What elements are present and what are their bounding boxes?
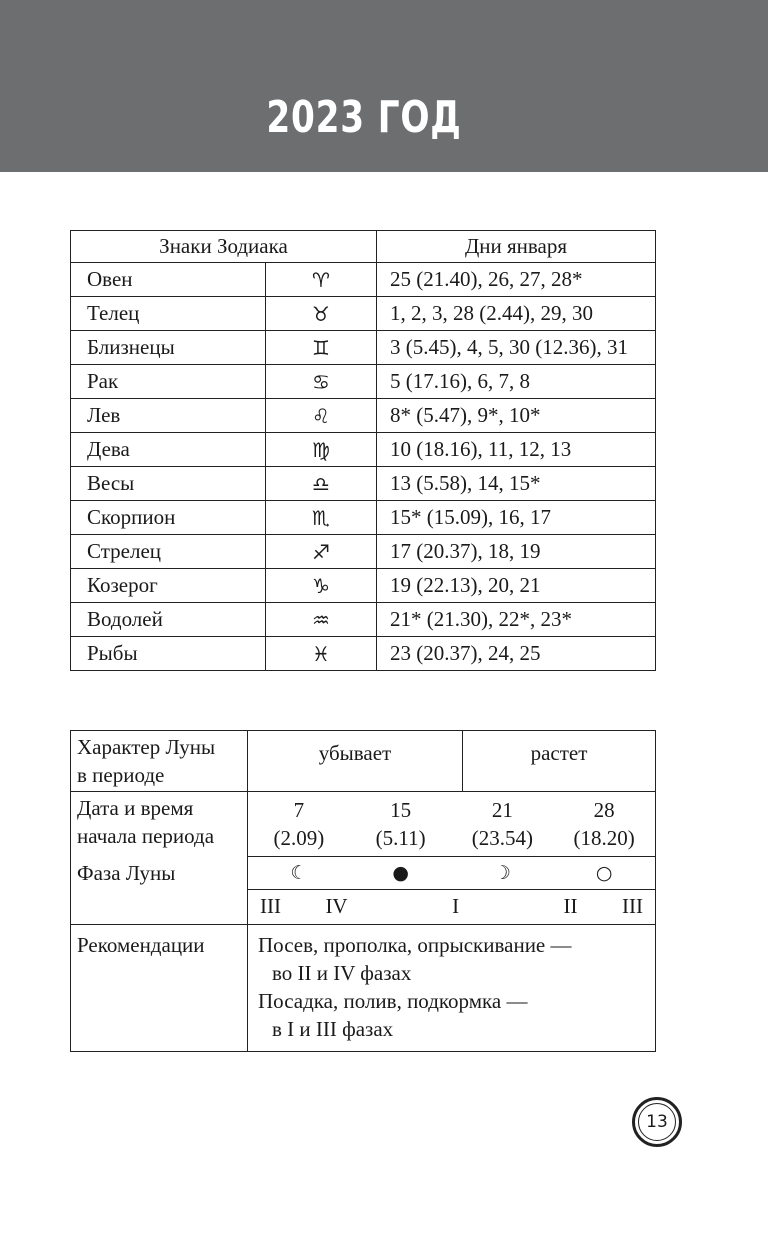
moon-date-label <box>71 792 248 857</box>
moon-dates-cell <box>248 792 656 857</box>
zodiac-row <box>71 467 656 501</box>
zodiac-days: 21* (21.30), 22*, 23* <box>377 603 656 637</box>
signs-header: Знаки Зодиака <box>71 231 377 263</box>
days-header: Дни января <box>377 231 656 263</box>
zodiac-sign-name: Весы <box>71 467 266 501</box>
zodiac-days: 1, 2, 3, 28 (2.44), 29, 30 <box>377 297 656 331</box>
moon-phase-row <box>71 856 656 889</box>
moon-waxing-crescent-icon: ☽ <box>493 861 511 884</box>
page-header <box>0 0 768 172</box>
page-title: 2023 ГОД <box>266 92 462 143</box>
quarter-label: III <box>621 894 643 918</box>
zodiac-sign-name: Близнецы <box>71 331 266 365</box>
zodiac-sign-icon: ♌︎ <box>266 399 377 433</box>
zodiac-row <box>71 603 656 637</box>
moon-date-label-line1: Дата и время <box>77 796 194 820</box>
moon-character-row <box>71 731 656 792</box>
zodiac-row <box>71 637 656 671</box>
zodiac-days: 23 (20.37), 24, 25 <box>377 637 656 671</box>
zodiac-sign-name: Лев <box>71 399 266 433</box>
recommendation-line: в I и III фазах <box>272 1016 394 1041</box>
zodiac-sign-name: Стрелец <box>71 535 266 569</box>
period-day: 21 <box>491 798 513 822</box>
period-time: (23.54) <box>471 826 533 850</box>
moon-phase-icons-cell <box>248 856 656 889</box>
zodiac-sign-name: Водолей <box>71 603 266 637</box>
zodiac-sign-name: Рак <box>71 365 266 399</box>
moon-date-label-line2: начала периода <box>77 824 215 848</box>
quarter-label: II <box>563 894 578 918</box>
zodiac-row <box>71 365 656 399</box>
zodiac-row <box>71 535 656 569</box>
moon-waning-crescent-icon: ☾ <box>290 861 308 884</box>
zodiac-row <box>71 501 656 535</box>
zodiac-table-header <box>71 231 656 263</box>
zodiac-sign-icon: ♐︎ <box>266 535 377 569</box>
zodiac-sign-icon: ♏︎ <box>266 501 377 535</box>
moon-period-days <box>248 796 655 824</box>
zodiac-sign-icon: ♎︎ <box>266 467 377 501</box>
zodiac-days: 15* (15.09), 16, 17 <box>377 501 656 535</box>
period-day: 15 <box>390 798 412 822</box>
zodiac-sign-icon: ♓︎ <box>266 637 377 671</box>
recommendation-line: Посадка, полив, подкормка — <box>258 988 528 1013</box>
zodiac-days: 13 (5.58), 14, 15* <box>377 467 656 501</box>
zodiac-row <box>71 331 656 365</box>
period-day: 7 <box>293 798 305 822</box>
zodiac-days: 10 (18.16), 11, 12, 13 <box>377 433 656 467</box>
period-time: (18.20) <box>573 826 635 850</box>
recommendation-line: Посев, прополка, опрыскивание — <box>258 932 572 957</box>
quarter-label: I <box>452 894 460 918</box>
moon-character-label <box>71 731 248 792</box>
moon-phase-label: Фаза Луны <box>71 856 248 924</box>
waxing-cell: растет <box>463 731 656 792</box>
period-time: (2.09) <box>273 826 325 850</box>
zodiac-sign-name: Овен <box>71 263 266 297</box>
zodiac-sign-name: Рыбы <box>71 637 266 671</box>
zodiac-days: 25 (21.40), 26, 27, 28* <box>377 263 656 297</box>
zodiac-sign-icon: ♊︎ <box>266 331 377 365</box>
page-number <box>632 1097 682 1147</box>
zodiac-sign-icon: ♈︎ <box>266 263 377 297</box>
zodiac-days: 19 (22.13), 20, 21 <box>377 569 656 603</box>
new-moon-icon: ● <box>392 861 409 884</box>
zodiac-days: 3 (5.45), 4, 5, 30 (12.36), 31 <box>377 331 656 365</box>
zodiac-days: 8* (5.47), 9*, 10* <box>377 399 656 433</box>
recommendations-cell <box>248 924 656 1051</box>
moon-quarters-cell <box>248 889 656 924</box>
recommendation-line: во II и IV фазах <box>272 960 412 985</box>
page-number-text: 13 <box>646 1112 668 1132</box>
moon-character-label-line2: в периоде <box>77 763 165 787</box>
zodiac-sign-icon: ♋︎ <box>266 365 377 399</box>
zodiac-sign-name: Телец <box>71 297 266 331</box>
zodiac-table <box>70 230 656 671</box>
moon-period-times <box>248 824 655 852</box>
quarter-label: III <box>260 894 281 918</box>
zodiac-sign-icon: ♍︎ <box>266 433 377 467</box>
recommendations-row <box>71 924 656 1051</box>
zodiac-sign-icon: ♉︎ <box>266 297 377 331</box>
zodiac-sign-name: Скорпион <box>71 501 266 535</box>
waning-cell: убывает <box>248 731 463 792</box>
zodiac-sign-icon: ♑︎ <box>266 569 377 603</box>
moon-character-label-line1: Характер Луны <box>77 735 216 759</box>
zodiac-sign-name: Козерог <box>71 569 266 603</box>
zodiac-days: 17 (20.37), 18, 19 <box>377 535 656 569</box>
zodiac-sign-name: Дева <box>71 433 266 467</box>
zodiac-row <box>71 569 656 603</box>
recommendations-label: Рекомендации <box>71 924 248 1051</box>
zodiac-row <box>71 263 656 297</box>
period-day: 28 <box>593 798 615 822</box>
zodiac-sign-icon: ♒︎ <box>266 603 377 637</box>
period-time: (5.11) <box>375 826 426 850</box>
moon-date-row <box>71 792 656 857</box>
zodiac-days: 5 (17.16), 6, 7, 8 <box>377 365 656 399</box>
moon-table <box>70 730 656 1052</box>
zodiac-row <box>71 297 656 331</box>
moon-phase-icons <box>248 862 655 884</box>
zodiac-row <box>71 399 656 433</box>
moon-quarters <box>248 894 655 919</box>
full-moon-icon: ○ <box>595 861 613 884</box>
quarter-label: IV <box>325 894 348 918</box>
zodiac-row <box>71 433 656 467</box>
